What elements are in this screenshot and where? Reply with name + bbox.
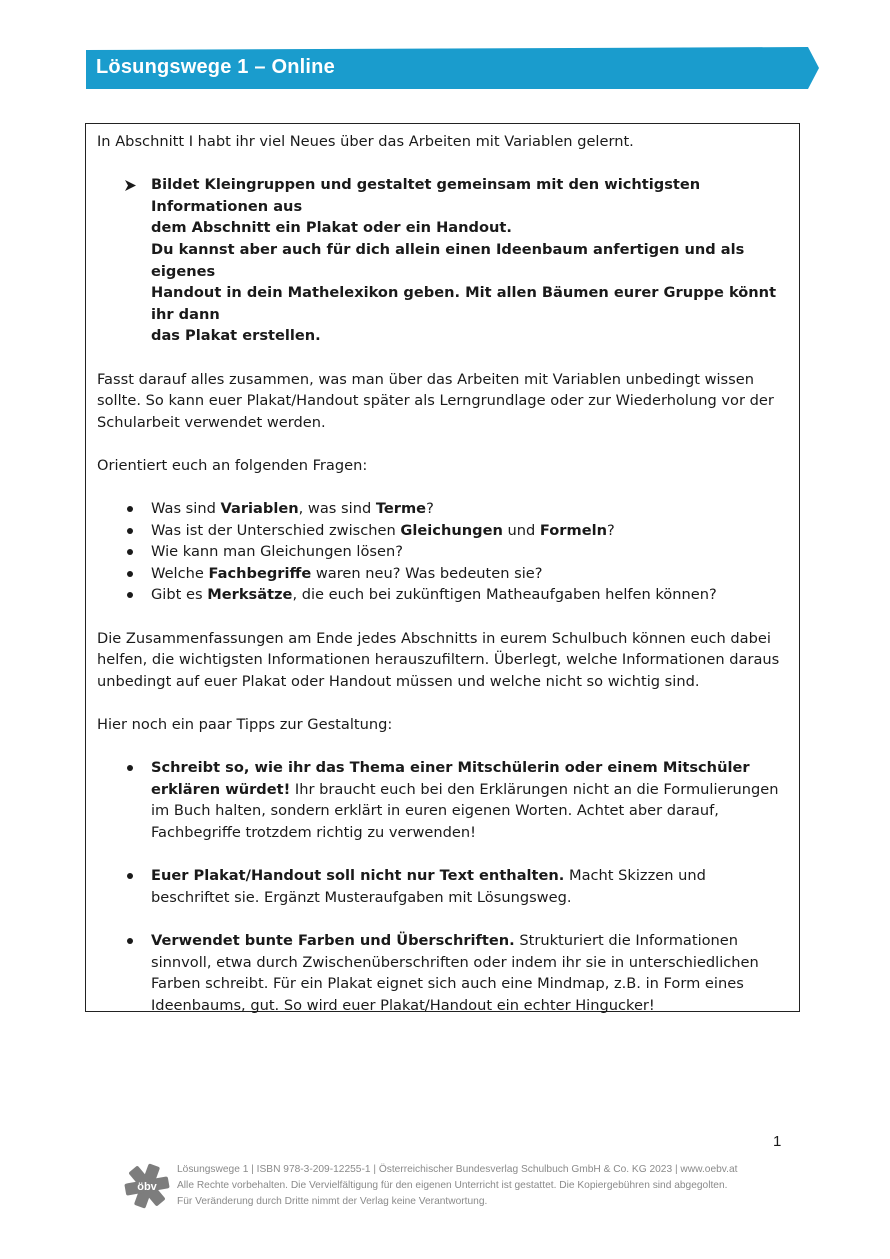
question-item <box>97 563 787 585</box>
tip-text: Ihr braucht euch bei den Erklärungen nicht an die Formulierungen im Buch halten, sondern erklärt in euren eigenen Worten. Achtet aber darauf, Fachbegriffe trotzdem richtig zu verwenden! <box>151 780 779 841</box>
oebv-logo <box>122 1161 172 1211</box>
header-banner <box>86 47 819 89</box>
questions-list <box>97 498 787 606</box>
bullet-icon <box>127 549 133 555</box>
bullet-icon <box>127 938 133 944</box>
bullet-icon <box>127 765 133 771</box>
keyword: Terme <box>375 500 427 518</box>
text-segment: Gibt es <box>151 586 208 604</box>
bullet-icon <box>127 873 133 879</box>
text-segment: waren neu? Was bedeuten sie? <box>311 564 543 582</box>
task-instruction <box>97 174 787 347</box>
arrow-bullet-icon <box>124 179 137 192</box>
footer-line: Alle Rechte vorbehalten. Die Vervielfältigung für den eigenen Unterricht ist gestattet. Die Kopiergebühren sind abgegolten. <box>177 1180 728 1191</box>
page-number: 1 <box>773 1133 782 1150</box>
tip-text: Strukturiert die Informationen sinnvoll, etwa durch Zwischenüberschriften oder indem ihr sie in unterschiedlichen Farben schreibt. Für ein Plakat eignet sich auch eine Mindmap, z.B. in Form eines Ideenbaums, gut. So wird euer Plakat/Handout ein echter Hingucker! <box>151 931 759 1014</box>
intro-text: In Abschnitt I habt ihr viel Neues über das Arbeiten mit Variablen gelernt. <box>97 133 634 150</box>
task-line: Handout in dein Mathelexikon geben. Mit allen Bäumen eurer Gruppe könnt ihr dann <box>151 284 777 323</box>
task-line: Bildet Kleingruppen und gestaltet gemeinsam mit den wichtigsten Informationen aus <box>151 176 701 215</box>
tip-item <box>97 757 787 843</box>
tip-heading: Verwendet bunte Farben und Überschriften. <box>151 931 515 949</box>
text-segment: ? <box>607 521 615 539</box>
keyword: Variablen <box>220 500 299 518</box>
tips-list <box>97 757 787 1016</box>
footer <box>122 1161 822 1221</box>
tip-text: Macht Skizzen und beschriftet sie. Ergänzt Musteraufgaben mit Lösungsweg. <box>151 867 706 906</box>
text-segment: Was ist der Unterschied zwischen <box>151 521 401 539</box>
footer-line: Für Veränderung durch Dritte nimmt der Verlag keine Verantwortung. <box>177 1196 488 1207</box>
bullet-icon <box>127 528 133 534</box>
text-segment: Was sind <box>151 500 221 518</box>
text-segment: , was sind <box>298 500 376 518</box>
task-line: Du kannst aber auch für dich allein einen Ideenbaum anfertigen und als eigenes <box>151 240 745 280</box>
question-item <box>97 520 787 542</box>
tip-heading: Schreibt so, wie ihr das Thema einer Mitschülerin oder einem Mitschüler erklären würdet! <box>151 759 750 798</box>
bullet-icon <box>127 592 133 598</box>
bullet-icon <box>127 506 133 512</box>
text-segment: ? <box>426 500 434 518</box>
text-segment: Wie kann man Gleichungen lösen? <box>151 543 403 561</box>
task-line: das Plakat erstellen. <box>151 327 321 345</box>
text-segment: , die euch bei zukünftigen Matheaufgaben helfen können? <box>292 586 717 604</box>
logo-text: öbv <box>137 1181 157 1193</box>
tip-heading: Euer Plakat/Handout soll nicht nur Text enthalten. <box>151 867 565 885</box>
question-item <box>97 584 787 606</box>
keyword: Formeln <box>539 521 608 539</box>
keyword: Gleichungen <box>400 521 503 539</box>
text-segment: und <box>502 521 540 539</box>
task-line: dem Abschnitt ein Plakat oder ein Handout. <box>151 219 512 237</box>
text-segment: Welche <box>151 564 209 582</box>
tip-item <box>97 930 787 1016</box>
questions-intro: Orientiert euch an folgenden Fragen: <box>97 456 368 474</box>
footer-line: Lösungswege 1 | ISBN 978-3-209-12255-1 | Österreichischer Bundesverlag Schulbuch GmbH & Co. KG 2023 | www.oebv.at <box>177 1164 738 1175</box>
keyword: Fachbegriffe <box>208 564 312 582</box>
tips-intro: Hier noch ein paar Tipps zur Gestaltung: <box>97 716 393 734</box>
page-title: Lösungswege 1 – Online <box>96 56 335 78</box>
summaries-hint: Die Zusammenfassungen am Ende jedes Abschnitts in eurem Schulbuch können euch dabei helfen, die wichtigsten Informationen herauszufiltern. Überlegt, welche Informationen daraus unbedingt auf euer Plakat oder Handout müssen und welche nicht so wichtig sind. <box>97 629 780 690</box>
footer-text <box>177 1162 737 1210</box>
keyword: Merksätze <box>207 586 293 604</box>
tip-item <box>97 865 787 908</box>
content-box <box>85 123 800 1012</box>
question-item <box>97 541 787 563</box>
question-item <box>97 498 787 520</box>
bullet-icon <box>127 571 133 577</box>
summary-text: Fasst darauf alles zusammen, was man über das Arbeiten mit Variablen unbedingt wissen sollte. So kann euer Plakat/Handout später als Lerngrundlage oder zur Wiederholung vor der Schularbeit verwendet werden. <box>97 370 774 431</box>
